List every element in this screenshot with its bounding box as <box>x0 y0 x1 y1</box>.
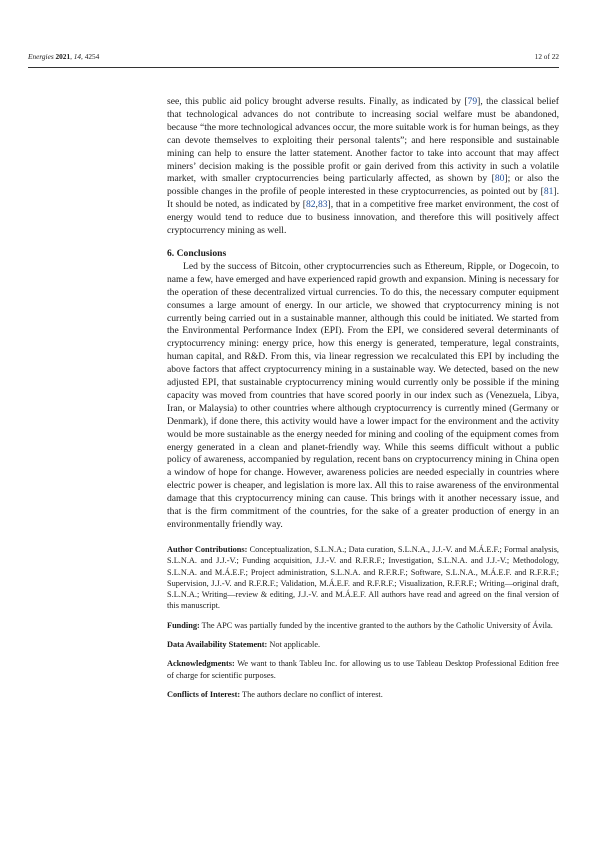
text-segment: ]; or also the possible changes in the profile of people interested in these cryptocurrencies, as pointed out by [ <box>167 173 559 198</box>
header-rule <box>28 67 559 68</box>
conflicts-of-interest-label: Conflicts of Interest: <box>167 689 241 699</box>
citation-separator: , <box>315 199 318 211</box>
text-segment: ], that in a competitive free market environment, the cost of energy would tend to reduce due to business innovation, and therefore this will positively affect cryptocurrency mining as well. <box>167 199 559 237</box>
journal-year: 2021 <box>55 52 71 61</box>
citation-link-81[interactable]: 81 <box>543 186 554 198</box>
main-text <box>167 96 559 708</box>
funding <box>167 620 559 631</box>
author-contributions-label: Author Contributions: <box>167 544 248 554</box>
acknowledgments-text: We want to thank Tableu Inc. for allowing us to use Tableau Desktop Professional Edition free of charge for scientific purposes. <box>167 659 559 680</box>
journal-name: Energies <box>28 52 54 61</box>
author-contributions-text: Conceptualization, S.L.N.A.; Data curation, S.L.N.A., J.J.-V. and M.Á.E.F.; Formal analysis, S.L.N.A. and J.J.-V.; Funding acquisition, J.J.-V. and R.F.R.F.; Investigation, S.L.N.A. and J.J.-V.; Methodology, S.L.N.A. and M.Á.E.F.; Project administration, S.L.N.A. and R.F.R.F.; Software, S.L.N.A., M.Á.E.F. and R.F.R.F.; Supervision, J.J.-V. and R.F.R.F.; Validation, M.Á.E.F. and R.F.R.F.; Visualization, R.F.R.F.; Writing—original draft, S.L.N.A.; Writing—review & editing, J.J.-V. and M.Á.E.F. All authors have read and agreed on the final version of this manuscript. <box>167 544 559 611</box>
data-availability <box>167 639 559 650</box>
conflicts-of-interest-text: The authors declare no conflict of interest. <box>240 689 383 699</box>
citation-link-79[interactable]: 79 <box>467 96 478 107</box>
data-availability-text: Not applicable. <box>267 639 321 649</box>
conflicts-of-interest <box>167 689 559 700</box>
back-matter <box>167 544 559 700</box>
section-heading-conclusions: 6. Conclusions <box>167 247 227 259</box>
author-contributions <box>167 544 559 612</box>
funding-text: The APC was partially funded by the incentive granted to the authors by the Catholic University of Ávila. <box>199 620 553 630</box>
journal-volume: 14 <box>73 52 82 61</box>
citation-link-83[interactable]: 83 <box>317 199 328 211</box>
conclusions-paragraph: Led by the success of Bitcoin, other cryptocurrencies such as Ethereum, Ripple, or Dogecoin, to name a few, have emerged and have experienced rapid growth and expansion. Mining is necessary for the operation of these decentralized virtual currencies. To do this, the necessary computer equipment consumes a large amount of energy. In our article, we showed that cryptocurrency mining is not currently being carried out in a sustainable manner, although this could be initiated. We started from the Environmental Performance Index (EPI). From the EPI, we considered several determinants of cryptocurrency mining: energy price, how this energy is generated, temperature, legal constraints, human capital, and R&D. From this, via linear regression we recalculated this EPI by including the above factors that affect cryptocurrency mining in a sustainable way. We detected, based on the new adjusted EPI, that sustainable cryptocurrency mining would currently only be possible if the mining capacity was moved from countries that have scored poorly in our index such as (Venezuela, Libya, Iran, or Malaysia) to other countries where although cryptocurrency is currently mined (Germany or Denmark), if done there, this activity would have a lower impact for the environment and the activity would be more sustainable as the energy needed for mining and cooling of the equipment comes from energy generated in a clean and planet-friendly way. While this seems difficult without a public policy of awareness, accompanied by regulation, recent bans on cryptocurrency mining in China open a window of hope for change. However, awareness policies are needed especially in countries where electric power is cheaper, and legislation is more lax. All this to raise awareness of the environmental damage that this cryptocurrency mining can cause. This brings with it another necessary issue, and that is the firm commitment of the countries, for the sake of a greater production of energy in an environmentally friendly way. <box>167 260 559 530</box>
acknowledgments-label: Acknowledgments: <box>167 659 235 669</box>
page-number: 12 of 22 <box>534 52 559 61</box>
text-segment: see, this public aid policy brought adverse results. Finally, as indicated by [ <box>167 96 468 107</box>
citation-link-80[interactable]: 80 <box>494 173 505 185</box>
data-availability-label: Data Availability Statement: <box>167 639 268 649</box>
text-segment: ], the classical belief that technological advances do not contribute to increasing social welfare must be abandoned, because “the more technological advances occur, the more suitable work is for human beings, as they can devote themselves to exploiting their personal talents”; and here responsible and sustainable mining can help to ensure the latter statement. Another factor to take into account that may affect miners’ decision making is the possible profit or gain derived from this activity in such a volatile market, with smaller cryptocurrencies being particularly affected, as shown by [ <box>167 96 559 185</box>
citation-link-82[interactable]: 82 <box>305 199 316 211</box>
running-header <box>28 50 559 64</box>
intro-paragraph <box>167 96 559 238</box>
acknowledgments <box>167 658 559 681</box>
funding-label: Funding: <box>167 620 200 630</box>
journal-article: , 4254 <box>81 52 100 61</box>
journal-citation: Energies 2021, 14, 4254 <box>28 52 100 61</box>
text-segment: ]. It should be noted, as indicated by [ <box>167 186 559 211</box>
